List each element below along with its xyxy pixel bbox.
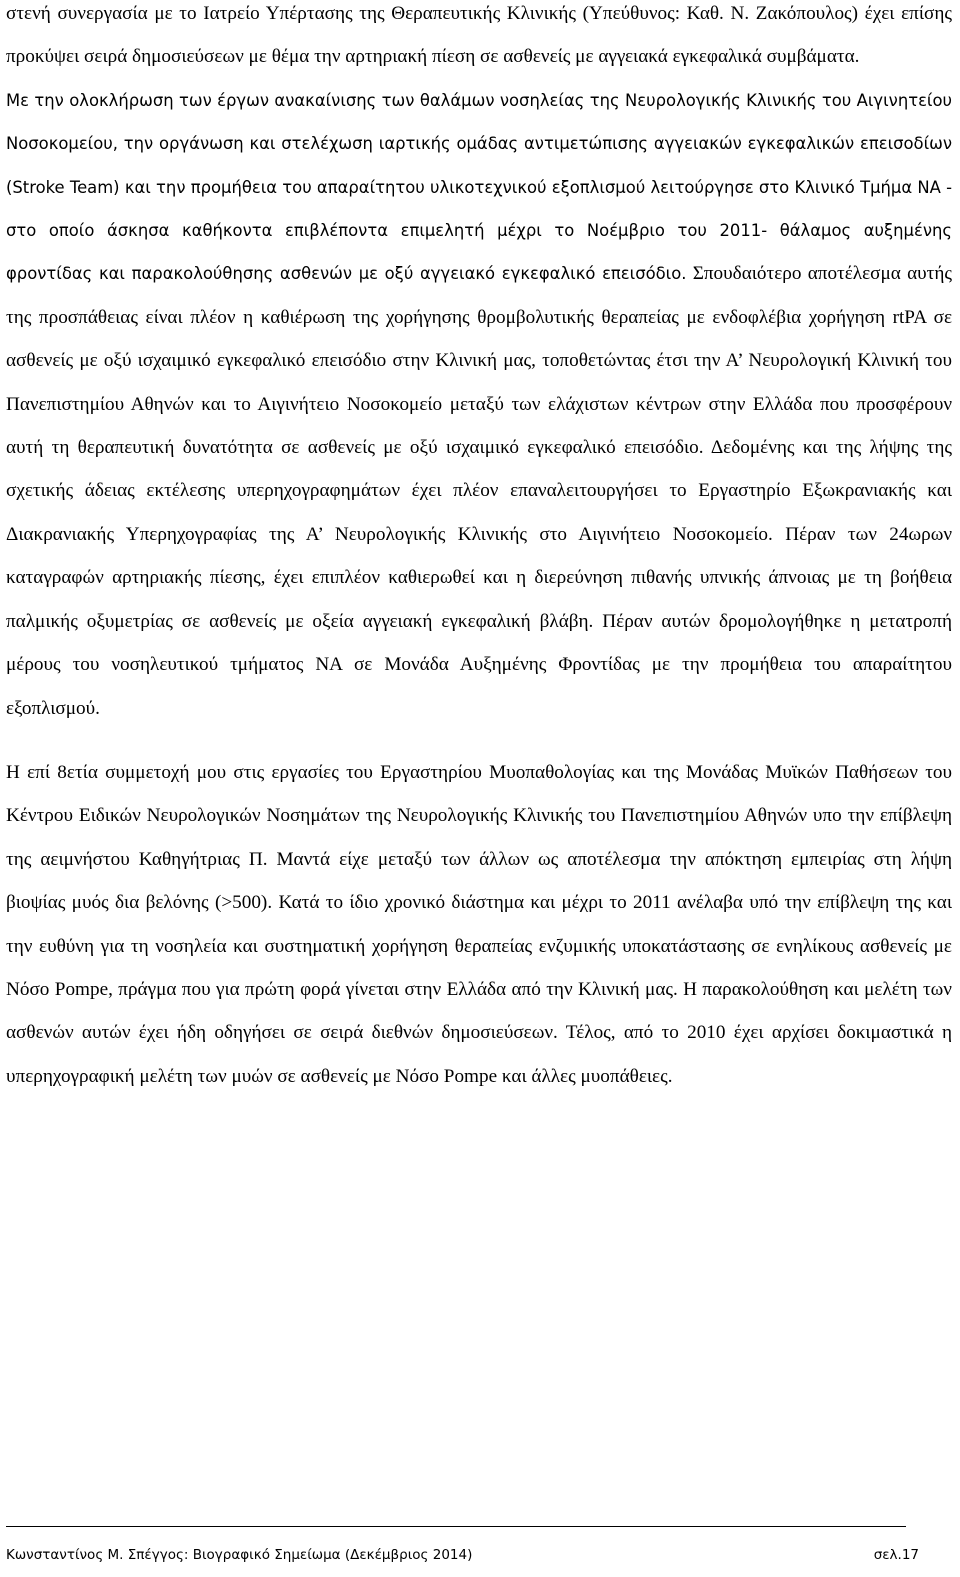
page-footer — [6, 1526, 919, 1563]
paragraph-stroke-unit — [6, 79, 952, 730]
paragraph-stroke-collaboration — [6, 0, 952, 79]
paragraph-text: Η επί 8ετία συμμετοχή μου στις εργασίες του Εργαστηρίου Μυοπαθολογίας και της Μονάδας Μυϊκών Παθήσεων του Κέντρου Ειδικών Νευρολογικών Νοσημάτων της Νευρολογικής Κλινικής του Πανεπιστημίου Αθηνών υπο την επίβλεψη της αειμνήστου Καθηγήτριας Π. Μαντά είχε μεταξύ των άλλων ως αποτέλεσμα την απόκτηση εμπειρίας στη λήψη βιοψίας μυός δια βελόνης (>500). Κατά το ίδιο χρονικό διάστημα και μέχρι το 2011 ανέλαβα υπό την επίβλεψη της και την ευθύνη για τη νοσηλεία και συστηματική χορήγηση θεραπείας ενζυμικής υποκατάστασης σε ενηλίκους ασθενείς με Νόσο Pompe, πράγμα που για πρώτη φορά γίνεται στην Ελλάδα από την Κλινική μας. Η παρακολούθηση και μελέτη των ασθενών αυτών έχει ήδη οδηγήσει σε σειρά διεθνών δημοσιεύσεων. Τέλος, από το 2010 έχει αρχίσει δοκιμαστικά η υπερηχογραφική μελέτη των μυών σε ασθενείς με Νόσο Pompe και άλλες μυοπάθειες. — [6, 761, 952, 1087]
footer-page-number: σελ.17 — [873, 1547, 919, 1563]
paragraph-text-sans: Με την ολοκλήρωση των έργων ανακαίνισης των θαλάμων νοσηλείας της Νευρολογικής Κλινικής του Αιγινητείου Νοσοκομείου, την οργάνωση και στελέχωση ιαρτικής ομάδας αντιμετώπισης αγγειακών εγκεφαλικών επεισοδίων (Stroke Team) και την προμήθεια του απαραίτητου υλικοτεχνικού εξοπλισμού λειτούργησε στο Κλινικό Τμήμα ΝΑ - στο οποίο άσκησα καθήκοντα επιβλέποντα επιμελητή μέχρι το Νοέμβριο του 2011- θάλαμος αυξημένης φροντίδας και παρακολούθησης ασθενών με οξύ αγγειακό εγκεφαλικό επεισόδιο. — [6, 90, 952, 284]
footer-author-line: Κωνσταντίνος Μ. Σπέγγος: Βιογραφικό Σημείωμα (Δεκέμβριος 2014) — [6, 1547, 473, 1563]
document-page — [6, 0, 952, 1098]
paragraph-text: στενή συνεργασία με το Ιατρείο Υπέρτασης της Θεραπευτικής Κλινικής (Υπεύθυνος: Καθ. Ν. Ζακόπουλος) έχει επίσης προκύψει σειρά δημοσιεύσεων με θέμα την αρτηριακή πίεση σε ασθενείς με αγγειακά εγκεφαλικά συμβάματα. — [6, 3, 952, 68]
paragraph-text-serif: Σπουδαιότερο αποτέλεσμα αυτής της προσπάθειας είναι πλέον η καθιέρωση της χορήγησης θρομβολυτικής θεραπείας με ενδοφλέβια χορήγηση rtPA σε ασθενείς με οξύ ισχαιμικό εγκεφαλικό επεισόδιο στην Κλινική μας, τοποθετώντας έτσι την Α’ Νευρολογική Κλινική του Πανεπιστημίου Αθηνών και το Αιγινήτειο Νοσοκομείο μεταξύ των ελάχιστων κέντρων στην Ελλάδα που προσφέρουν αυτή τη θεραπευτική δυνατότητα σε ασθενείς με οξύ ισχαιμικό εγκεφαλικό επεισόδιο. Δεδομένης και της λήψης της σχετικής άδειας εκτέλεσης υπερηχογραφημάτων έχει πλέον επαναλειτουργήσει το Εργαστηρίο Εξωκρανιακής και Διακρανιακής Υπερηχογραφίας της Α’ Νευρολογικής Κλινικής στο Αιγινήτειο Νοσοκομείο. Πέραν των 24ωρων καταγραφών αρτηριακής πίεσης, έχει επιπλέον καθιερωθεί και η διερεύνηση πιθανής υπνικής άπνοιας με τη βοήθεια παλμικής οξυμετρίας σε ασθενείς με οξεία αγγειακή εγκεφαλική βλάβη. Πέραν αυτών δρομολογήθηκε η μετατροπή μέρους του νοσηλευτικού τμήματος ΝΑ σε Μονάδα Αυξημένης Φροντίδας με την προμήθεια του απαραίτητου εξοπλισμού. — [6, 263, 953, 719]
paragraph-myopathology — [6, 751, 952, 1098]
